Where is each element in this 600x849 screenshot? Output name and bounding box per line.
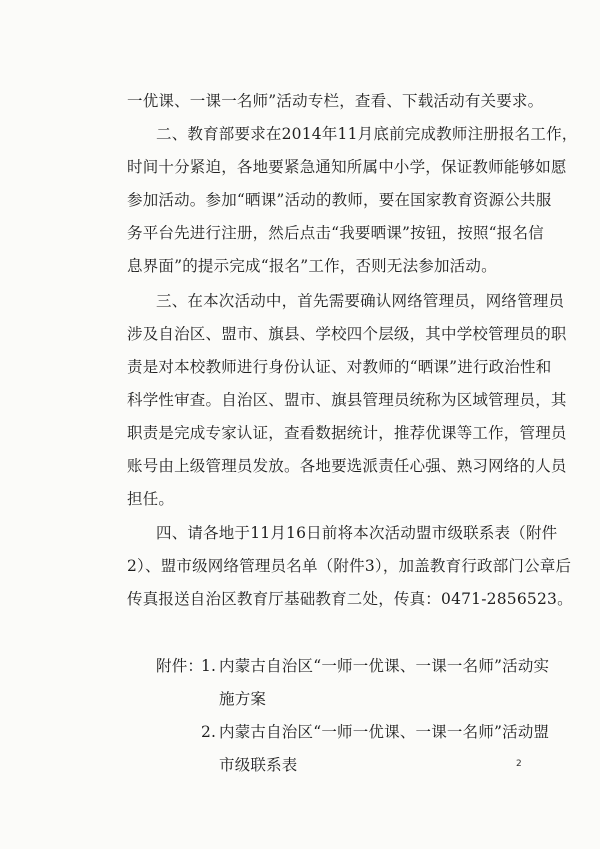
paragraph-3-line-7: 担任。 — [127, 490, 175, 508]
attachment-2-number: 2. — [201, 723, 217, 741]
paragraph-4-line-2: 2）、盟市级网络管理员名单（附件3），加盖教育行政部门公章后 — [127, 557, 572, 575]
paragraph-continuation-line: 一优课、一课一名师”活动专栏，查看、下载活动有关要求。 — [127, 92, 544, 110]
attachment-1-line-1: 内蒙古自治区“一师一优课、一课一名师”活动实 — [219, 657, 550, 675]
attachment-2-line-1: 内蒙古自治区“一师一优课、一课一名师”活动盟 — [219, 723, 550, 741]
paragraph-2-line-5: 息界面”的提示完成“报名”工作，否则无法参加活动。 — [127, 257, 497, 275]
paragraph-3-line-6: 账号由上级管理员发放。各地要选派责任心强、熟习网络的人员 — [127, 457, 567, 475]
attachment-1-number: 1. — [201, 657, 217, 675]
attachment-1-line-2: 施方案 — [219, 690, 267, 708]
paragraph-2-line-2: 时间十分紧迫，各地要紧急通知所属中小学，保证教师能够如愿 — [127, 158, 567, 176]
attachment-2-line-2: 市级联系表 — [219, 756, 298, 774]
paragraph-3-line-2: 涉及自治区、盟市、旗县、学校四个层级，其中学校管理员的职 — [127, 325, 567, 343]
paragraph-3-line-3: 责是对本校教师进行身份认证、对教师的“晒课”进行政治性和 — [127, 358, 552, 376]
paragraph-4-line-3: 传真报送自治区教育厅基础教育二处，传真：0471-2856523。 — [127, 590, 573, 608]
paragraph-2-line-4: 务平台先进行注册，然后点击“我要晒课”按钮，按照“报名信 — [127, 224, 544, 242]
paragraph-3-line-5: 职责是完成专家认证，查看数据统计，推荐优课等工作，管理员 — [127, 424, 567, 442]
paragraph-3-line-4: 科学性审查。自治区、盟市、旗县管理员统称为区域管理员，其 — [127, 391, 567, 409]
paragraph-2-line-3: 参加活动。参加“晒课”活动的教师，要在国家教育资源公共服 — [127, 191, 552, 209]
page-number: 2 — [516, 759, 522, 769]
attachments-label: 附件： — [156, 657, 204, 675]
paragraph-4-line-1: 四、请各地于11月16日前将本次活动盟市级联系表（附件 — [156, 524, 558, 542]
paragraph-2-line-1: 二、教育部要求在2014年11月底前完成教师注册报名工作， — [156, 125, 578, 143]
paragraph-3-line-1: 三、在本次活动中，首先需要确认网络管理员，网络管理员 — [156, 292, 565, 310]
